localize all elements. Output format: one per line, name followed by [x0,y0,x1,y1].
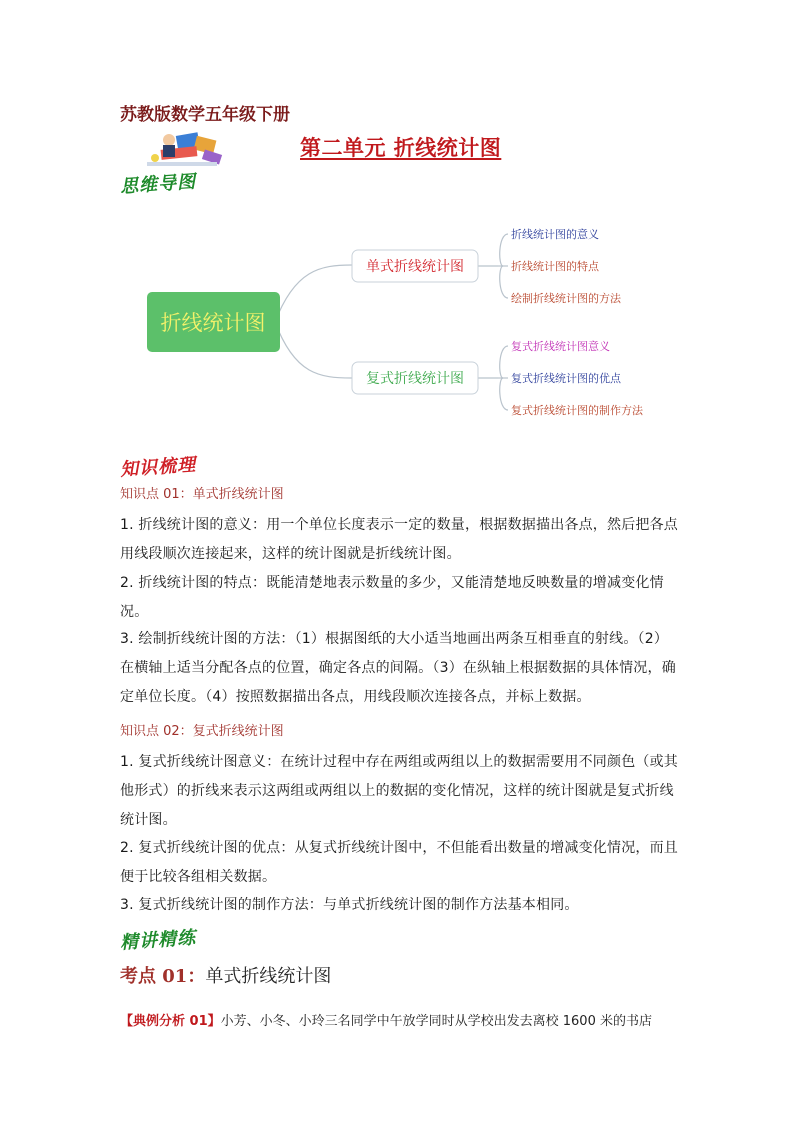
mindmap-leaf: 绘制折线统计图的方法 [511,292,621,305]
section-heading-mindmap: 思维导图 [119,171,197,198]
example-text: 小芳、小冬、小玲三名同学中午放学同时从学校出发去离校 1600 米的书店 [220,1014,652,1029]
example-line [120,1010,652,1029]
unit-title: 第二单元 折线统计图 [300,135,502,160]
knowledge-point-2-paragraph: 1. 复式折线统计图意义：在统计过程中存在两组或两组以上的数据需要用不同颜色（或其他形式）的折线来表示这两组或两组以上的数据的变化情况，这样的统计图就是复式折线统计图。 [120,754,679,828]
knowledge-point-2-title: 知识点 02：复式折线统计图 [120,724,284,739]
knowledge-point-1-paragraph: 2. 折线统计图的特点：既能清楚地表示数量的多少，又能清楚地反映数量的增减变化情况。 [120,575,664,620]
kaodian-heading [120,962,331,988]
mindmap-root-label: 折线统计图 [160,311,266,335]
knowledge-point-1-title: 知识点 01：单式折线统计图 [120,487,284,502]
mindmap-leaf: 折线统计图的特点 [511,260,599,273]
knowledge-point-1-paragraph: 1. 折线统计图的意义：用一个单位长度表示一定的数量，根据数据描出各点，然后把各点用线段顺次连接起来，这样的统计图就是折线统计图。 [120,517,679,562]
series-title: 苏教版数学五年级下册 [120,105,290,125]
mindmap-branch-single-label: 单式折线统计图 [366,259,464,275]
mindmap-leaf: 复式折线统计图意义 [511,340,610,353]
kaodian-text: 单式折线统计图 [205,966,332,987]
mindmap-branch-compound-label: 复式折线统计图 [366,371,464,387]
mindmap-leaf: 复式折线统计图的制作方法 [511,404,643,417]
kaodian-label: 考点 01： [120,966,206,987]
section-heading-lecture: 精讲精练 [119,927,197,954]
mind-map [120,210,680,430]
knowledge-point-1-paragraph: 3. 绘制折线统计图的方法：（1）根据图纸的大小适当地画出两条互相垂直的射线。（2）在横轴上适当分配各点的位置，确定各点的间隔。（3）在纵轴上根据数据的具体情况，确定单位长度。（4）按照数据描出各点，用线段顺次连接各点，并标上数据。 [120,631,676,705]
knowledge-point-2-paragraph: 3. 复式折线统计图的制作方法：与单式折线统计图的制作方法基本相同。 [120,897,579,913]
section-heading-knowledge: 知识梳理 [119,454,197,481]
study-illustration-icon [143,126,227,170]
mindmap-leaf: 复式折线统计图的优点 [511,372,621,385]
mindmap-leaf: 折线统计图的意义 [511,228,599,241]
knowledge-point-2-paragraph: 2. 复式折线统计图的优点：从复式折线统计图中，不但能看出数量的增减变化情况，而且便于比较各组相关数据。 [120,840,679,885]
example-tag: 【典例分析 01】 [120,1014,221,1029]
